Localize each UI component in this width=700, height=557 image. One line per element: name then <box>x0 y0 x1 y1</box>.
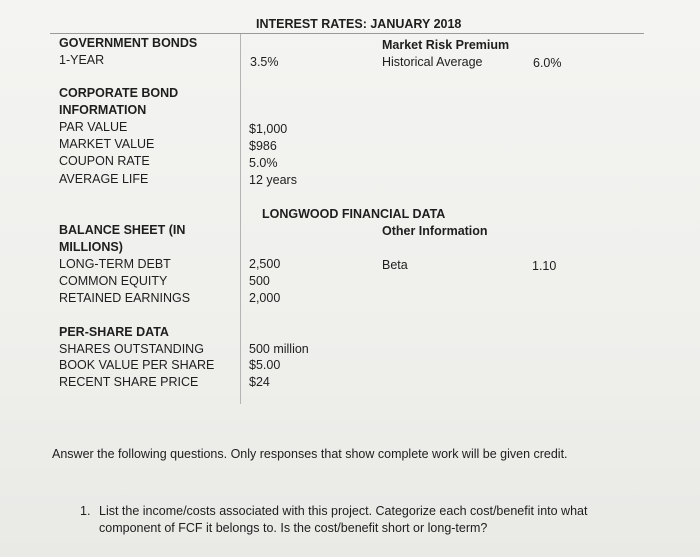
balance-row-value: 2,000 <box>249 291 281 305</box>
gov-bonds-header: GOVERNMENT BONDS <box>59 36 198 50</box>
market-risk-label: Historical Average <box>382 55 483 69</box>
corporate-row-label: PAR VALUE <box>59 120 128 134</box>
balance-row-value: 2,500 <box>249 257 281 271</box>
question-text-line2: component of FCF it belongs to. Is the cost/benefit short or long-term? <box>99 521 488 535</box>
corporate-row-label: MARKET VALUE <box>59 137 155 151</box>
instructions-text: Answer the following questions. Only responses that show complete work will be given credit. <box>52 447 568 461</box>
per-share-row-value: $24 <box>249 375 270 389</box>
balance-row-label: RETAINED EARNINGS <box>59 291 191 305</box>
per-share-row-label: RECENT SHARE PRICE <box>59 375 199 389</box>
question-number: 1. <box>80 504 91 518</box>
corporate-row-value: $986 <box>249 139 277 153</box>
top-rule <box>50 33 644 34</box>
corporate-row-label: COUPON RATE <box>59 154 150 168</box>
balance-header-line2: MILLIONS) <box>59 240 123 254</box>
gov-bonds-value: 3.5% <box>250 55 279 69</box>
corporate-row-value: 12 years <box>249 173 297 187</box>
corporate-row-label: AVERAGE LIFE <box>59 172 149 186</box>
per-share-row-value: 500 million <box>249 342 309 356</box>
page-title: INTEREST RATES: JANUARY 2018 <box>256 17 462 31</box>
corporate-row-value: 5.0% <box>249 156 278 170</box>
market-risk-header: Market Risk Premium <box>382 38 510 52</box>
per-share-header: PER-SHARE DATA <box>59 325 169 339</box>
corporate-row-value: $1,000 <box>249 122 288 136</box>
balance-row-label: LONG-TERM DEBT <box>59 257 171 271</box>
balance-row-label: COMMON EQUITY <box>59 274 168 288</box>
column-divider <box>240 34 241 404</box>
per-share-row-label: BOOK VALUE PER SHARE <box>59 358 215 372</box>
balance-header-line1: BALANCE SHEET (IN <box>59 223 186 237</box>
longwood-title: LONGWOOD FINANCIAL DATA <box>262 207 446 221</box>
corporate-header-line2: INFORMATION <box>59 103 147 117</box>
per-share-row-label: SHARES OUTSTANDING <box>59 342 204 356</box>
per-share-row-value: $5.00 <box>249 358 281 372</box>
beta-value: 1.10 <box>532 259 557 273</box>
balance-row-value: 500 <box>249 274 270 288</box>
market-risk-value: 6.0% <box>533 56 562 70</box>
question-text-line1: List the income/costs associated with this project. Categorize each cost/benefit into what <box>99 504 588 518</box>
other-info-header: Other Information <box>382 224 488 238</box>
corporate-header-line1: CORPORATE BOND <box>59 86 179 100</box>
beta-label: Beta <box>382 258 408 272</box>
gov-bonds-label: 1-YEAR <box>59 53 105 67</box>
